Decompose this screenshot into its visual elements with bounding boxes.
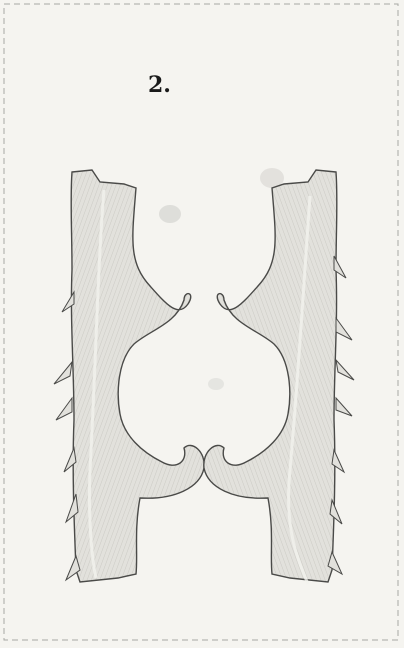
stain-spot bbox=[159, 205, 181, 223]
figure-number-label: 2. bbox=[148, 72, 171, 98]
stain-spot bbox=[208, 378, 224, 390]
left-jaw bbox=[54, 170, 204, 582]
right-jaw bbox=[204, 170, 354, 584]
